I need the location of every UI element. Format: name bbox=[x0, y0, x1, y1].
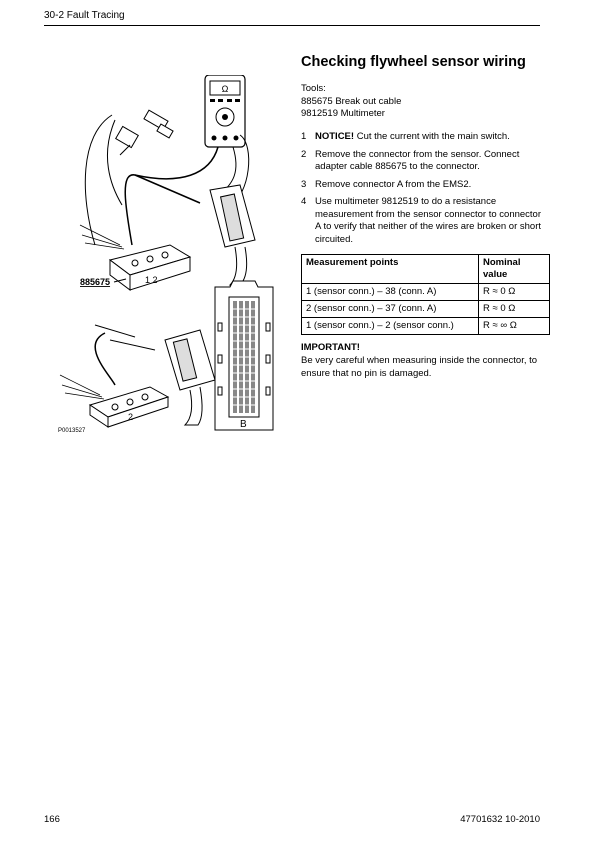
important-heading: IMPORTANT! bbox=[301, 342, 360, 353]
measurement-table bbox=[301, 254, 550, 335]
page-title: Checking flywheel sensor wiring bbox=[301, 54, 526, 70]
tools-heading: Tools: bbox=[301, 83, 326, 94]
step-item bbox=[301, 179, 546, 192]
column-header: Nominal value bbox=[479, 255, 550, 284]
table-cell: 2 (sensor conn.) – 37 (conn. A) bbox=[302, 301, 479, 318]
table-header-row bbox=[302, 255, 550, 284]
header-rule bbox=[44, 25, 540, 26]
table-row bbox=[302, 318, 550, 335]
connector-b-label: B bbox=[240, 419, 247, 430]
step-number: 2 bbox=[301, 148, 307, 160]
tools-block bbox=[301, 83, 401, 121]
table-row bbox=[302, 284, 550, 301]
step-notice: NOTICE! bbox=[315, 131, 355, 142]
multimeter-drawing bbox=[205, 75, 245, 147]
page-number: 166 bbox=[44, 814, 60, 825]
figure-id: P0013527 bbox=[58, 428, 86, 434]
table-row bbox=[302, 301, 550, 318]
wiring-illustration bbox=[40, 75, 290, 435]
step-item bbox=[301, 149, 546, 174]
table-cell: 1 (sensor conn.) – 38 (conn. A) bbox=[302, 284, 479, 301]
step-text: Remove the connector from the sensor. Connect adapter cable 885675 to the connector. bbox=[315, 148, 520, 172]
breakout-box-top-drawing bbox=[110, 245, 190, 290]
table-cell: 1 (sensor conn.) – 2 (sensor conn.) bbox=[302, 318, 479, 335]
step-text: Cut the current with the main switch. bbox=[354, 131, 510, 142]
tool-item: 9812519 Multimeter bbox=[301, 108, 385, 119]
step-number: 4 bbox=[301, 196, 307, 207]
connector-b-face-drawing bbox=[215, 281, 273, 430]
part-number-label: 885675 bbox=[80, 277, 111, 287]
box-top-label: 1 2 bbox=[145, 275, 158, 285]
meter-display-text: Ω bbox=[221, 84, 229, 94]
ems-connector-bottom-drawing bbox=[165, 330, 215, 425]
table-cell: R ≈ 0 Ω bbox=[479, 284, 550, 301]
step-item bbox=[301, 131, 546, 144]
step-number: 3 bbox=[301, 178, 307, 190]
column-header: Measurement points bbox=[302, 255, 479, 284]
running-header: 30-2 Fault Tracing bbox=[44, 10, 125, 21]
step-text: Remove connector A from the EMS2. bbox=[315, 178, 472, 190]
table-cell: R ≈ 0 Ω bbox=[479, 301, 550, 318]
step-item bbox=[301, 196, 546, 246]
table-cell: R ≈ ∞ Ω bbox=[479, 318, 550, 335]
box-bottom-label: 2 bbox=[128, 412, 134, 422]
important-text: Be very careful when measuring inside the connector, to ensure that no pin is damaged. bbox=[301, 355, 538, 379]
step-number: 1 bbox=[301, 131, 307, 142]
step-text: Use multimeter 9812519 to do a resistance measurement from the sensor connector to connector A to verify that neither of the wires are broken or short circuited. bbox=[315, 196, 542, 245]
ems-connector-top-drawing bbox=[210, 185, 255, 285]
tool-item: 885675 Break out cable bbox=[301, 95, 402, 107]
flywheel-sensor-drawing bbox=[116, 110, 173, 155]
breakout-box-bottom-drawing bbox=[90, 387, 168, 427]
procedure-steps bbox=[301, 131, 546, 251]
document-number: 47701632 10-2010 bbox=[460, 814, 540, 825]
